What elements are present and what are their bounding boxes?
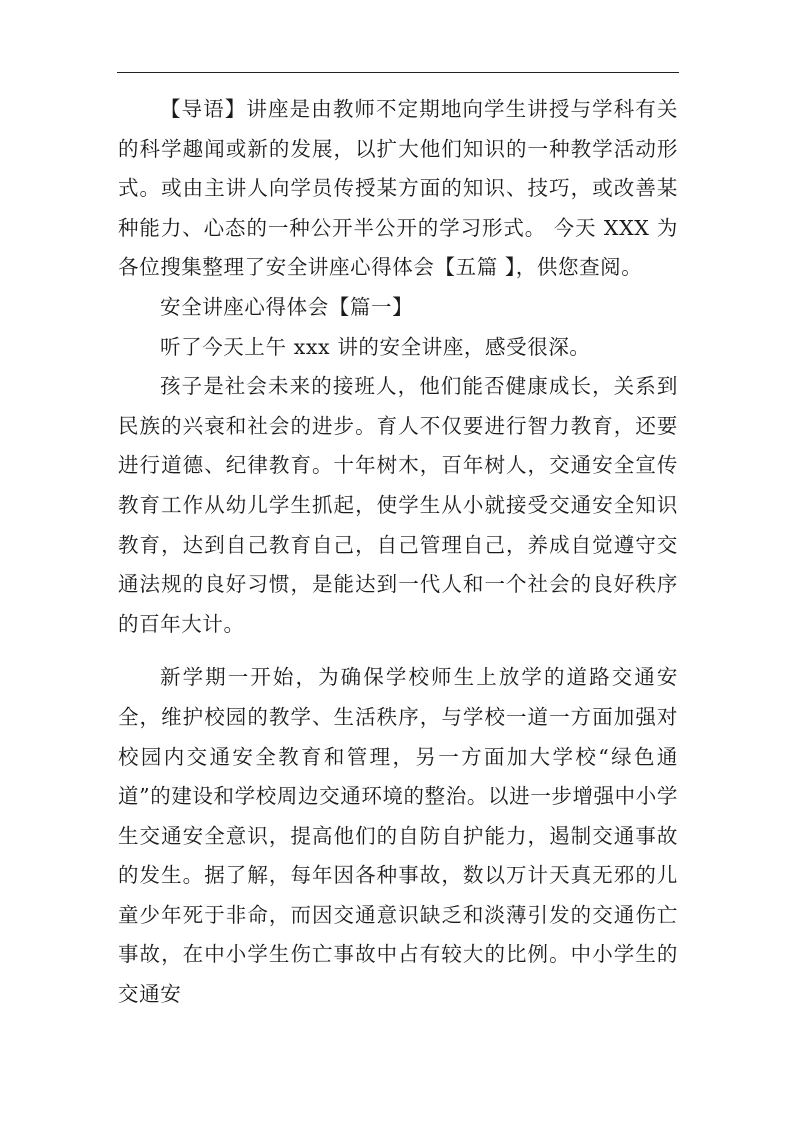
- body-paragraph: 孩子是社会未来的接班人，他们能否健康成长，关系到民族的兴衰和社会的进步。育人不仅要进行智力教育，还要进行道德、纪律教育。十年树木，百年树人，交通安全宣传教育工作从幼儿学生抓起，使学生从小就接受交通安全知识教育，达到自己教育自己，自己管理自己，养成自觉遵守交通法规的良好习惯，是能达到一代人和一个社会的良好秩序的百年大计。: [118, 374, 678, 636]
- document-body: [118, 90, 678, 1015]
- paragraph-spacer: [118, 644, 678, 658]
- section-heading: 安全讲座心得体会【篇一】: [160, 294, 414, 319]
- intro-paragraph: 【导语】讲座是由教师不定期地向学生讲授与学科有关的科学趣闻或新的发展，以扩大他们知识的一种教学活动形式。或由主讲人向学员传授某方面的知识、技巧，或改善某种能力、心态的一种公开半公开的学习形式。 今天 XXX 为各位搜集整理了安全讲座心得体会【五篇 】，供您查阅。: [118, 97, 678, 280]
- header-rule: [117, 72, 679, 73]
- body-paragraph: 听了今天上午 xxx 讲的安全讲座，感受很深。: [160, 334, 591, 359]
- body-paragraph: 新学期一开始，为确保学校师生上放学的道路交通安全，维护校园的教学、生活秩序，与学校一道一方面加强对校园内交通安全教育和管理，另一方面加大学校“绿色通道”的建设和学校周边交通环境的整治。以进一步增强中小学生交通安全意识，提高他们的自防自护能力，遏制交通事故的发生。据了解，每年因各种事故，数以万计天真无邪的儿童少年死于非命，而因交通意识缺乏和淡薄引发的交通伤亡事故，在中小学生伤亡事故中占有较大的比例。中小学生的交通安: [118, 665, 678, 1007]
